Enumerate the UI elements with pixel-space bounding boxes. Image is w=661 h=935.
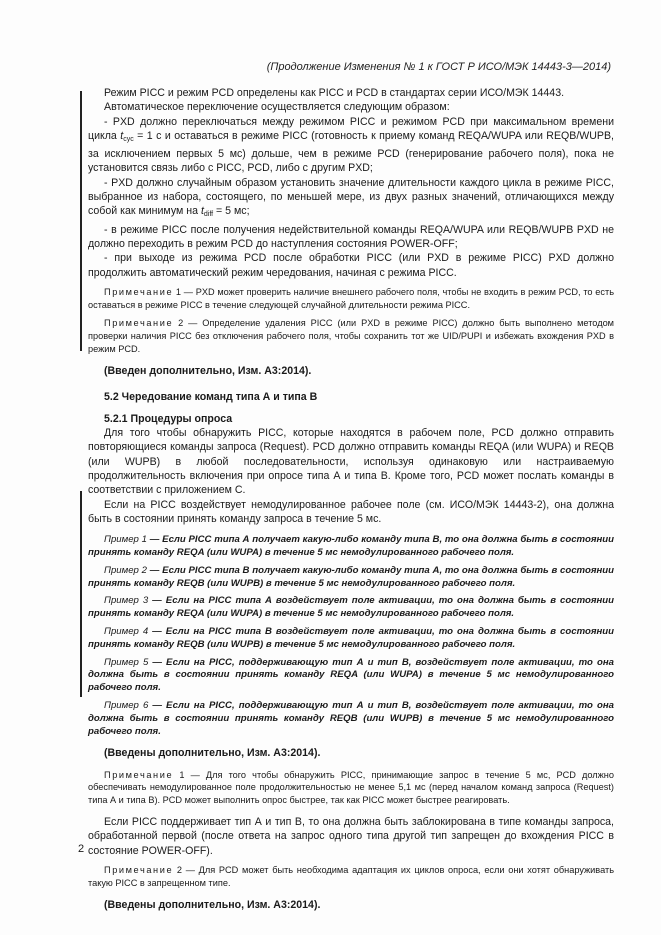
example: Пример 4 — Если на PICC типа В воздействует поле активации, то она должна быть в состоянии принять команду REQB (или WUPB) в течение 5 мс немодулированного рабочего поля. (88, 626, 615, 650)
paragraph: Режим PICC и режим PCD определены как PICC и PCD в стандартах серии ИСО/МЭК 14443. (104, 87, 565, 99)
section-heading: 5.2 Чередование команд типа А и типа В (104, 391, 318, 404)
list-item: - в режиме PICC после получения недействительной команды REQA/WUPA или REQB/WUPB PXD не должно переходить в режим PCD до наступления состояния POWER-OFF; (88, 223, 614, 250)
paragraph: Для того чтобы обнаружить PICC, которые находятся в рабочем поле, PCD должно отправить повторяющиеся команды запроса (Request). PCD должно отправить команды REQA (или WUPA) и REQB (или WUPB) в любой последовательности, используя одинаковую или настраиваемую продолжительность включения при опросе типа А и типа В. Кроме того, PCD может послать команды в соответствии с приложением С. (88, 427, 614, 497)
subsection-heading: 5.2.1 Процедуры опроса (104, 413, 233, 426)
note: Примечание 2 — Для PCD может быть необходима адаптация их циклов опроса, если они хотят обнаруживать такую PICC в запрещенном типе. (88, 864, 614, 888)
note: Примечание 1 — PXD может проверить наличие внешнего рабочего поля, чтобы не входить в режим PCD, то есть оставаться в режиме PICC в течение следующей случайной длительности режима PICC. (88, 286, 614, 310)
change-bar (80, 91, 82, 351)
document-body (88, 86, 614, 912)
note: Примечание 2 — Определение удаления PICC (или PXD в режиме PICC) должно быть выполнено методом проверки наличия PICC без отключения рабочего поля, чтобы сохранить тот же UID/PUPI и избежать вхождения PXD в режим PCD. (88, 318, 614, 355)
paragraph: Автоматическое переключение осуществляется следующим образом: (104, 101, 450, 114)
list-item: - PXD должно случайным образом установить значение длительности каждого цикла в режиме PICC, выбранное из набора, состоящего, по меньшей мере, из двух разных значений, отличающихся между собой как минимум на $t_{diff} = 5$ мс; (88, 176, 614, 219)
example: Пример 3 — Если на PICC типа А воздействует поле активации, то она должна быть в состоянии принять команду REQA (или WUPA) в течение 5 мс немодулированного рабочего поля. (88, 595, 615, 620)
paragraph: Если на PICC воздействует немодулированное рабочее поле (см. ИСО/МЭК 14443-2), она должна быть в состоянии принять команду запроса в течение 5 мс. (88, 498, 614, 525)
example: Пример 6 — Если на PICC, поддерживающую тип А и тип В, воздействует поле активации, то она должна быть в состоянии принять команду REQB (или WUPB) в течение 5 мс немодулированного рабочего поля. (88, 699, 614, 737)
page-header: (Продолжение Изменения № 1 к ГОСТ Р ИСО/МЭК 14443-3—2014) (266, 61, 611, 73)
amendment-mark: (Введены дополнительно, Изм. А3:2014). (104, 898, 321, 911)
amendment-mark: (Введен дополнительно, Изм. А3:2014). (104, 364, 312, 377)
list-item: - при выходе из режима PCD после обработки PICC (или PXD в режиме PICC) PXD должно продолжить автоматический режим чередования, начиная с режима PICC. (88, 252, 614, 279)
page-number: 2 (78, 843, 85, 855)
example: Пример 2 — Если PICC типа В получает какую-либо команду типа А, то она должна быть в состоянии принять команду REQB (или WUPB) в течение 5 мс немодулированного рабочего поля. (88, 564, 614, 589)
note: Примечание 1 — Для того чтобы обнаружить PICC, принимающие запрос в течение 5 мс, PCD должно обеспечивать немодулированное поле продолжительностью не менее 5,1 мс (перед началом команд запроса (Request) типа А и типа В). PCD может выполнить опрос быстрее, так как PICC может быстрее реагировать. (88, 769, 614, 806)
amendment-mark: (Введены дополнительно, Изм. А3:2014). (104, 747, 321, 760)
change-bar (80, 491, 82, 697)
example: Пример 1 — Если PICC типа А получает какую-либо команду типа В, то она должна быть в состоянии принять команду REQA (или WUPA) в течение 5 мс немодулированного рабочего поля. (88, 534, 614, 559)
example: Пример 5 — Если на PICC, поддерживающую тип А и тип В, воздействует поле активации, то она должна быть в состоянии принять команду REQA (или WUPA) в течение 5 мс немодулированного рабочего поля. (88, 656, 614, 694)
list-item: - PXD должно переключаться между режимом PICC и режимом PCD при максимальном времени цикла $t_{cyc} = 1$ с и оставаться в режиме PICC (готовность к приему команд REQA/WUPA или REQB/WUPB, за исключением первых 5 мс) дольше, чем в режиме PCD (генерирование рабочего поля), пока не установится связь либо с PICC, PCD, либо с другим PXD; (88, 115, 615, 175)
paragraph: Если PICC поддерживает тип А и тип В, то она должна быть заблокирована в типе команды запроса, обработанной первой (после ответа на запрос одного типа другой тип запрещен до вхождения PICC в состояние POWER-OFF). (88, 816, 614, 857)
